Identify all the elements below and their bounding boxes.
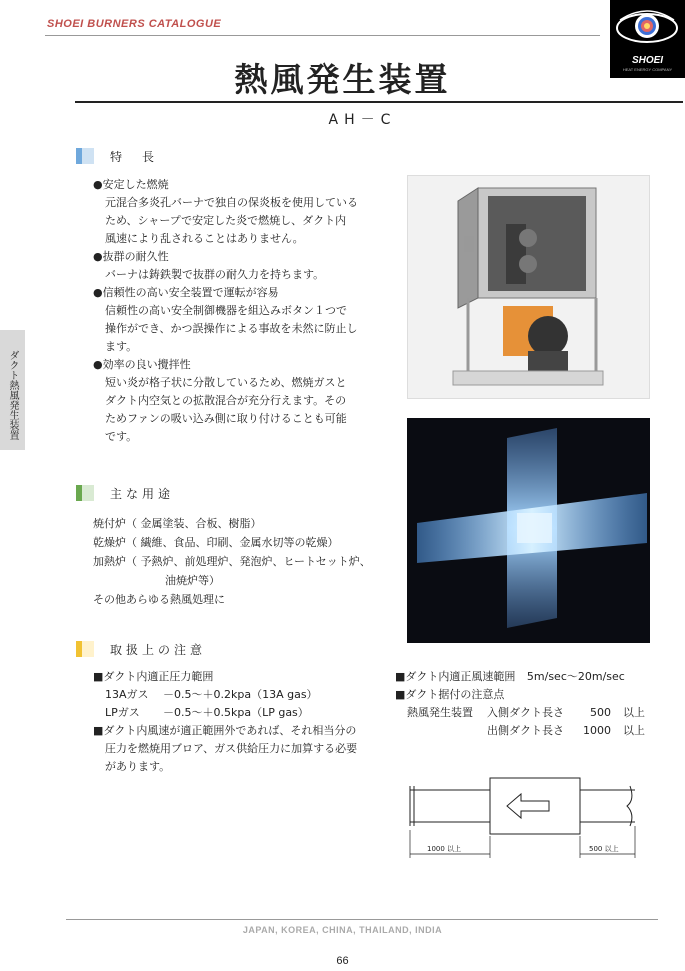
feature-text: ダクト内空気との拡散混合が充分行えます。その [105,394,347,407]
feature-label: ●抜群の耐久性 [93,250,169,263]
caution-note: ■ダクト内風速が適正範囲外であれば、それ相当分の [93,724,357,737]
feature-text: ためファンの吸い込み側に取り付けることも可能 [105,412,347,425]
globe-icon [610,0,685,56]
device-name: 熱風発生装置 [407,706,473,719]
use-item: 乾燥炉（ 繊維、食品、印刷、金属水切等の乾燥） [93,536,339,549]
cautions-left [93,668,357,776]
feature-text: 元混合多炎孔バーナで独自の保炎板を使用している [105,196,358,209]
uses-list [93,514,371,609]
caution-note: 圧力を燃焼用ブロア、ガス供給圧力に加算する必要 [105,742,358,755]
uses-title: 主な用途 [110,486,175,501]
section-marker-icon [76,148,94,164]
feature-text: 風速により乱されることはありません。 [105,232,304,245]
gas-lp-value: －0.5～＋0.5kpa（LP gas） [163,706,309,719]
page-number: 66 [336,955,349,967]
features-heading [76,147,158,165]
feature-text: 操作ができ、かつ誤操作による事故を未然に防止し [105,322,358,335]
feature-label: ●信頼性の高い安全装置で運転が容易 [93,286,279,299]
dim-right-label: 500 以上 [589,845,619,853]
cautions-right [395,668,645,740]
section-marker-icon [76,641,94,657]
feature-text: 信頼性の高い安全制御機器を組込みボタン１つで [105,304,347,317]
catalogue-title: SHOEI BURNERS CATALOGUE [47,18,222,30]
outlet-label: 出側ダクト長さ [487,724,564,737]
caution-note: があります。 [105,760,171,773]
footer-countries: JAPAN, KOREA, CHINA, THAILAND, INDIA [242,925,443,935]
features-title: 特 長 [110,149,159,164]
duct-diagram [395,770,650,865]
page-title: 熱風発生装置 [234,60,451,99]
gas-lp-name: LPガス [105,706,140,719]
footer-divider [66,919,658,920]
use-item: 油焼炉等） [165,574,220,587]
speed-label: ■ダクト内適正風速範囲 [395,670,516,683]
uses-heading [76,484,174,502]
feature-text: 短い炎が格子状に分散しているため、燃焼ガスと [105,376,347,389]
feature-text: ため、シャープで安定した炎で燃焼し、ダクト内 [105,214,347,227]
feature-label: ●効率の良い攪拌性 [93,358,191,371]
title-rule [75,101,683,103]
feature-text: です。 [105,430,138,443]
cautions-title: 取扱上の注意 [110,642,207,657]
use-item: その他あらゆる熱風処理に [93,593,225,606]
cautions-heading [76,640,206,658]
model-number: AH－C [328,112,397,128]
install-heading: ■ダクト据付の注意点 [395,688,505,701]
inlet-unit: 以上 [623,706,645,719]
header-divider [45,35,600,36]
use-item: 焼付炉（ 金属塗装、合板、樹脂） [93,517,262,530]
product-photo [407,175,650,399]
dim-left-label: 1000 以上 [427,845,462,853]
speed-value: 5m/sec～20m/sec [526,670,625,683]
outlet-unit: 以上 [623,724,645,737]
outlet-value: 1000 [583,724,611,737]
features-list [93,176,358,446]
inlet-value: 500 [590,706,611,719]
use-item: 加熱炉（ 予熱炉、前処理炉、発泡炉、ヒートセット炉、 [93,555,371,568]
flame-photo [407,418,650,643]
side-tab-label: ダクト熱風発生装置 [7,350,18,440]
gas-13a-value: －0.5～＋0.2kpa（13A gas） [163,688,318,701]
feature-text: バーナは鋳鉄製で抜群の耐久力を持ちます。 [105,268,325,281]
brand-subtitle: HEAT ENERGY COMPANY [622,67,673,72]
inlet-label: 入側ダクト長さ [487,706,564,719]
feature-label: ●安定した燃焼 [93,178,169,191]
gas-13a-name: 13Aガス [105,688,149,701]
section-marker-icon [76,485,94,501]
pressure-heading: ■ダクト内適正圧力範囲 [93,670,214,683]
brand-name: SHOEI [631,55,664,66]
feature-text: ます。 [105,340,138,353]
